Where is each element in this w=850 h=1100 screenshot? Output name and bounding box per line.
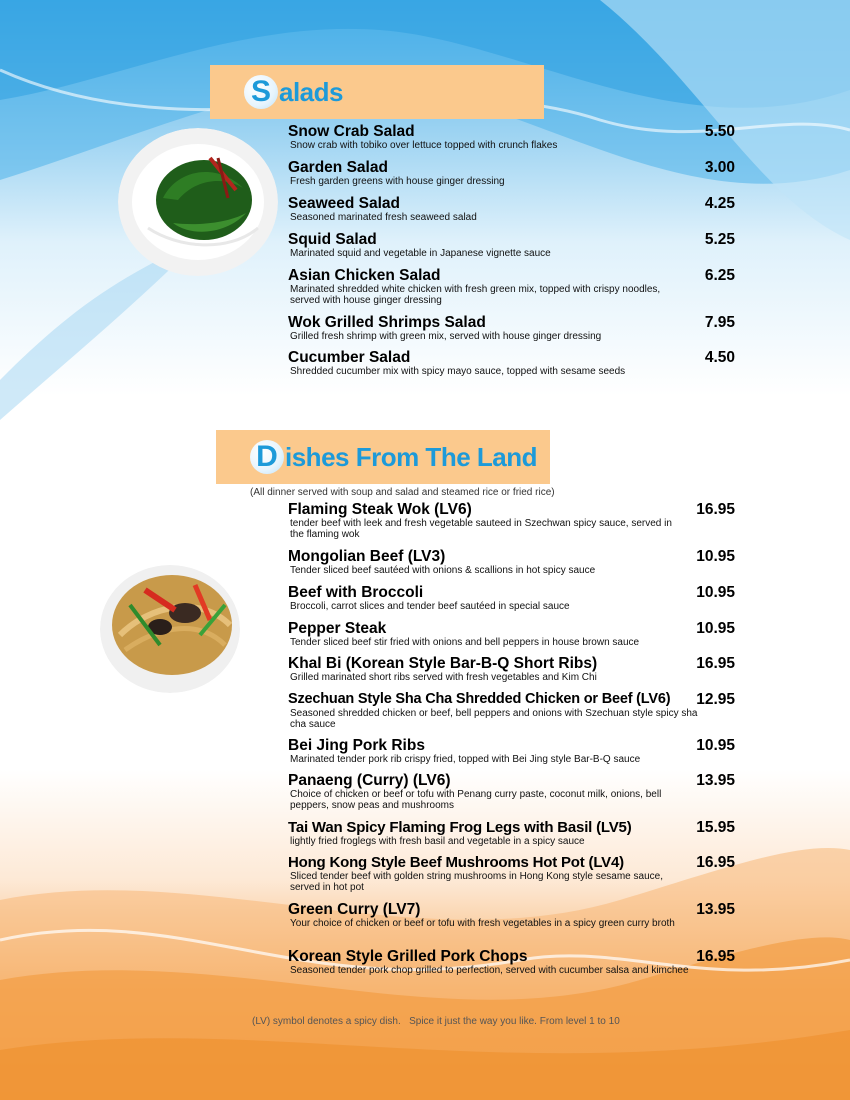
menu-item [288, 231, 735, 267]
menu-item [288, 691, 735, 737]
item-description: Choice of chicken or beef or tofu with Penang curry paste, coconut milk, onions, bell peppers, snow peas and mushrooms [290, 789, 662, 811]
menu-item [288, 901, 735, 948]
item-price: 4.25 [704, 195, 735, 212]
seaweed-salad-plate-icon [118, 128, 278, 276]
item-description: Broccoli, carrot slices and tender beef sautéed in special sauce [290, 601, 570, 612]
item-description: Tender sliced beef stir fried with onions and bell peppers in house brown sauce [290, 637, 640, 648]
item-description: tender beef with leek and fresh vegetable sauteed in Szechwan spicy sauce, served in the flaming wok [290, 518, 672, 540]
menu-item [288, 737, 735, 772]
item-name: Beef with Broccoli [288, 584, 424, 601]
item-name: Squid Salad [288, 231, 377, 248]
stir-fry-image [100, 565, 240, 693]
item-price: 10.95 [696, 548, 735, 565]
menu-item [288, 159, 735, 195]
item-name: Seaweed Salad [288, 195, 401, 212]
item-name: Hong Kong Style Beef Mushrooms Hot Pot (LV4) [288, 854, 624, 871]
salads-header-title: alads [279, 76, 343, 107]
item-price: 5.50 [704, 123, 735, 140]
menu-item [288, 584, 735, 620]
item-description: Marinated tender pork rib crispy fried, topped with Bei Jing style Bar-B-Q sauce [290, 754, 641, 765]
land-header-initial: D [250, 440, 284, 474]
menu-item [288, 655, 735, 691]
item-price: 16.95 [696, 948, 735, 965]
item-name: Snow Crab Salad [288, 123, 415, 140]
item-price: 13.95 [696, 901, 735, 918]
item-price: 3.00 [704, 159, 735, 176]
item-description: Snow crab with tobiko over lettuce topped with crunch flakes [290, 140, 558, 151]
land-header [216, 430, 550, 484]
item-name: Korean Style Grilled Pork Chops [288, 948, 528, 965]
item-price: 4.50 [704, 349, 735, 366]
item-description: lightly fried froglegs with fresh basil and vegetable in a spicy sauce [290, 836, 585, 847]
item-price: 10.95 [696, 620, 735, 637]
item-name: Flaming Steak Wok (LV6) [288, 501, 472, 518]
land-note: (All dinner served with soup and salad and steamed rice or fried rice) [250, 487, 555, 498]
menu-item [288, 548, 735, 584]
item-price: 16.95 [696, 501, 735, 518]
menu-item [288, 123, 735, 159]
item-name: Green Curry (LV7) [288, 901, 421, 918]
item-description: Seasoned tender pork chop grilled to perfection, served with cucumber salsa and kimchee [290, 965, 689, 976]
item-price: 5.25 [704, 231, 735, 248]
item-description: Marinated squid and vegetable in Japanese vignette sauce [290, 248, 551, 259]
menu-item [288, 772, 735, 819]
item-name: Mongolian Beef (LV3) [288, 548, 446, 565]
menu-item [288, 349, 735, 385]
item-price: 13.95 [696, 772, 735, 789]
item-price: 6.25 [704, 267, 735, 284]
item-description: Fresh garden greens with house ginger dressing [290, 176, 505, 187]
menu-item [288, 819, 735, 854]
item-price: 10.95 [696, 737, 735, 754]
item-description: Your choice of chicken or beef or tofu with fresh vegetables in a spicy green curry broth [290, 918, 675, 929]
land-header-title: ishes From The Land [285, 441, 537, 472]
item-price: 16.95 [696, 854, 735, 871]
menu-item [288, 314, 735, 349]
item-name: Szechuan Style Sha Cha Shredded Chicken or Beef (LV6) [288, 691, 671, 707]
item-name: Wok Grilled Shrimps Salad [288, 314, 486, 331]
footer-note: (LV) symbol denotes a spicy dish. Spice it just the way you like. From level 1 to 10 [252, 1016, 620, 1027]
item-price: 15.95 [696, 819, 735, 836]
item-price: 12.95 [696, 691, 735, 708]
item-description: Sliced tender beef with golden string mushrooms in Hong Kong style sesame sauce, served in hot pot [290, 871, 663, 893]
item-name: Panaeng (Curry) (LV6) [288, 772, 451, 789]
item-name: Asian Chicken Salad [288, 267, 441, 284]
item-price: 16.95 [696, 655, 735, 672]
item-name: Pepper Steak [288, 620, 387, 637]
menu-item [288, 948, 735, 984]
salads-header-initial: S [244, 75, 278, 109]
menu-item [288, 501, 735, 548]
item-price: 10.95 [696, 584, 735, 601]
item-description: Seasoned shredded chicken or beef, bell peppers and onions with Szechuan style spicy sha cha sauce [290, 708, 698, 730]
land-list [288, 501, 735, 984]
item-description: Marinated shredded white chicken with fresh green mix, topped with crispy noodles, served with house ginger dressing [290, 284, 661, 306]
stir-fry-beef-plate-icon [100, 565, 240, 693]
salads-header [210, 65, 544, 119]
item-name: Bei Jing Pork Ribs [288, 737, 425, 754]
item-price: 7.95 [704, 314, 735, 331]
item-description: Grilled marinated short ribs served with fresh vegetables and Kim Chi [290, 672, 597, 683]
item-name: Khal Bi (Korean Style Bar-B-Q Short Ribs) [288, 655, 598, 672]
menu-item [288, 267, 735, 314]
item-name: Tai Wan Spicy Flaming Frog Legs with Basil (LV5) [288, 819, 632, 836]
salads-list [288, 123, 735, 385]
menu-item [288, 854, 735, 901]
item-description: Shredded cucumber mix with spicy mayo sauce, topped with sesame seeds [290, 366, 626, 377]
item-description: Seasoned marinated fresh seaweed salad [290, 212, 477, 223]
item-name: Cucumber Salad [288, 349, 411, 366]
item-description: Grilled fresh shrimp with green mix, served with house ginger dressing [290, 331, 602, 342]
menu-item [288, 195, 735, 231]
item-description: Tender sliced beef sautéed with onions & scallions in hot spicy sauce [290, 565, 596, 576]
seaweed-salad-image [118, 128, 278, 276]
menu-item [288, 620, 735, 655]
item-name: Garden Salad [288, 159, 388, 176]
